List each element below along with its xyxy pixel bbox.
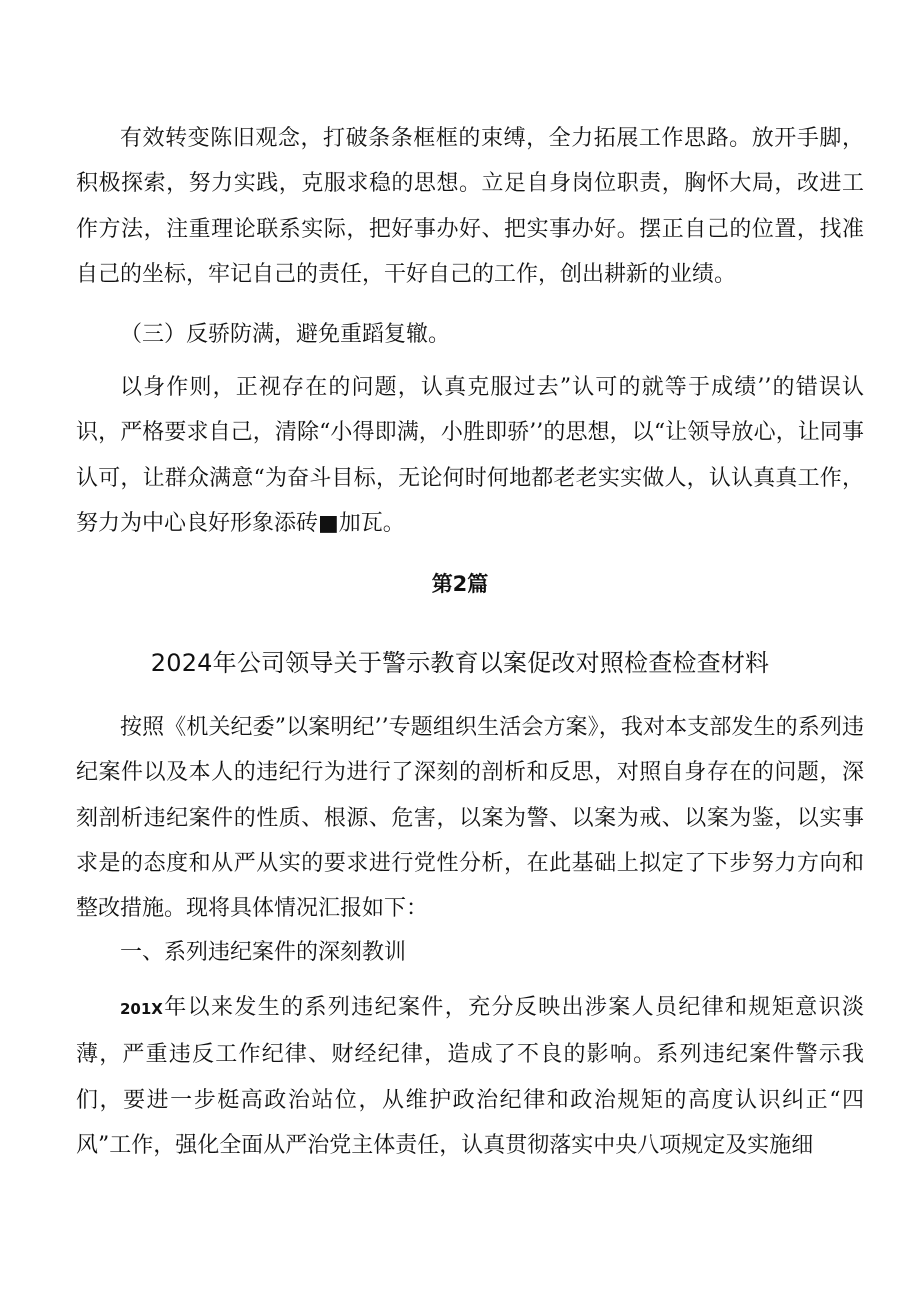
year-text: 201X [120,1000,163,1018]
paragraph-lessons [76,985,864,1168]
paragraph-lessons-body: 年以来发生的系列违纪案件，充分反映出涉案人员纪律和规矩意识淡薄，严重违反工作纪律、财经纪律，造成了不良的影响。系列违纪案件警示我们，要进一步梃高政治站位，从维护政治纪律和政治规矩的高度认识纠正“四风”工作，强化全面从严治党主体责任，认真贯彻落实中央八项规定及实施细 [76,995,864,1158]
paragraph-lead-by-example: 以身作则，正视存在的问题，认真克服过去”认可的就等于成绩’’的错误认识，严格要求自己，清除“小得即满，小胜即骄’’的思想，以“让领导放心，让同事认可，让群众满意“为奋斗目标，无论何时何地都老老实实做人，认认真真工作，努力为中心良好形象添砖■加瓦。 [76,375,864,536]
article-number-label: 第2篇 [431,572,489,596]
heading-anti-arrogance: （三）反骄防满，避免重蹈复辙。 [120,322,451,347]
paragraph-change-mindset: 有效转变陈旧观念，打破条条框框的束缚，全力拓展工作思路。放开手脚，积极探索，努力实践，克服求稳的思想。立足自身岗位职责，胸怀大局，改进工作方法，注重理论联系实际，把好事办好、把实事办好。摆正自己的位置，找准自己的坐标，牢记自己的责任，干好自己的工作，创出耕新的业绩。 [76,126,864,287]
heading-lessons: 一、系列违纪案件的深刻教训 [120,940,407,965]
paragraph-intro: 按照《机关纪委”以案明纪’’专题组织生活会方案》，我对本支部发生的系列违纪案件以及本人的违纪行为进行了深刻的剖析和反思，对照自身存在的问题，深刻剖析违纪案件的性质、根源、危害，以案为警、以案为戒、以案为鉴，以实事求是的态度和从严从实的要求进行党性分析，在此基础上拟定了下步努力方向和整改措施。现将具体情况汇报如下： [76,715,864,922]
article-title: 2024年公司领导关于警示教育以案促改对照检查检查材料 [150,649,770,677]
